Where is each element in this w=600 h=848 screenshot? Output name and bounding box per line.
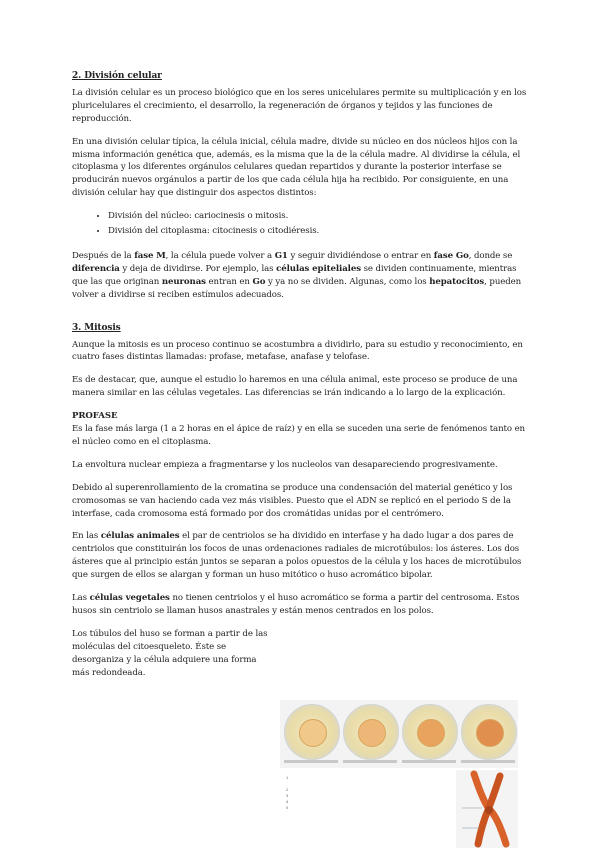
- subheading-profase: PROFASE: [72, 411, 118, 422]
- legend-item: 2: [286, 788, 289, 792]
- document-body: [72, 70, 527, 690]
- paragraph: Las células vegetales no tienen centriolos y el huso acromático se forma a partir del centrosoma. Estos husos sin centriolo se llaman husos anastrales y están menos centrados en los polos.: [72, 593, 520, 616]
- paragraph: Los túbulos del huso se forman a partir de las moléculas del citoesqueleto. Éste se desorganiza y la célula adquiere una forma más redondeada.: [72, 628, 268, 678]
- paragraph: La envoltura nuclear empieza a fragmentarse y los nucleolos van desapareciendo progresivamente.: [72, 459, 498, 470]
- paragraph: Después de la fase M, la célula puede volver a G1 y seguir dividiéndose o entrar en fase Go, donde se diferencia y deja de dividirse. Por ejemplo, las células epiteliales se dividen continuamente, mientras que las que originan neuronas entran en Go y ya no se dividen. Algunas, como los hepatocitos, pueden volver a dividirse si reciben estímulos adecuados.: [72, 250, 522, 300]
- cell-image: [343, 704, 399, 760]
- legend-item: 1: [286, 776, 289, 780]
- paragraph: Es de destacar, que, aunque el estudio lo haremos en una célula animal, este proceso se produce de una manera similar en las células vegetales. Las diferencias se irán indicando a lo largo de la explicación.: [72, 375, 518, 399]
- section-title-division-celular: 2. División celular: [72, 71, 162, 81]
- section-title-mitosis: 3. Mitosis: [72, 322, 121, 333]
- cell-image: [461, 704, 517, 760]
- cell-image: [284, 704, 340, 760]
- paragraph: Debido al superenrollamiento de la cromatina se produce una condensación del material genético y los cromosomas se van haciendo cada vez más visibles. Puesto que el ADN se replicó en el periodo S de la interfase, cada cromosoma está formado por dos cromátidas unidas por el centrómero.: [72, 482, 513, 519]
- figure-legend: [286, 776, 436, 812]
- paragraph: En una división celular típica, la célula inicial, célula madre, divide su núcleo en dos núcleos hijos con la misma información genética que, además, es la misma que la de la célula madre. Al dividirse la célula, el citoplasma y los diferentes orgánulos celulares quedan repartidos y durante la posterior interfase se producirán nuevos orgánulos a partir de los que cada célula hija ha recibido. Por consiguiente, en una división celular hay que distinguir dos aspectos distintos:: [72, 136, 521, 199]
- paragraph: Es la fase más larga (1 a 2 horas en el ápice de raíz) y en ella se suceden una serie de fenómenos tanto en el núcleo como en el citoplasma.: [72, 424, 525, 447]
- paragraph: En las células animales el par de centriolos se ha dividido en interfase y ha dado lugar a dos pares de centriolos que constituirán los focos de unas ordenaciones radiales de microtúbulos: los ásteres. Los dos ásteres que al principio están juntos se separan a polos opuestos de la célula y los haces de microtúbulos que surgen de ellos se alargan y forman un huso mitótico o huso acromático bipolar.: [72, 531, 522, 581]
- bullet-list: [72, 210, 527, 238]
- cell-image: [402, 704, 458, 760]
- paragraph: La división celular es un proceso biológico que en los seres unicelulares permite su multiplicación y en los pluricelulares el crecimiento, el desarrollo, la regeneración de órganos y tejidos y las funciones de reproducción.: [72, 87, 527, 124]
- legend-item: 4: [286, 800, 289, 804]
- chromosome-illustration: [456, 770, 518, 848]
- legend-item: 3: [286, 794, 289, 798]
- legend-item: 5: [286, 806, 289, 810]
- paragraph: Aunque la mitosis es un proceso continuo se acostumbra a dividirlo, para su estudio y reconocimiento, en cuatro fases distintas llamadas: profase, metafase, anafase y telofase.: [72, 339, 523, 363]
- list-item: • División del citoplasma: citocinesis o citodiéresis.: [108, 225, 527, 238]
- mitosis-figure: [280, 700, 518, 848]
- list-item: • División del núcleo: cariocinesis o mitosis.: [108, 210, 527, 223]
- prophase-stages-image: [280, 700, 518, 768]
